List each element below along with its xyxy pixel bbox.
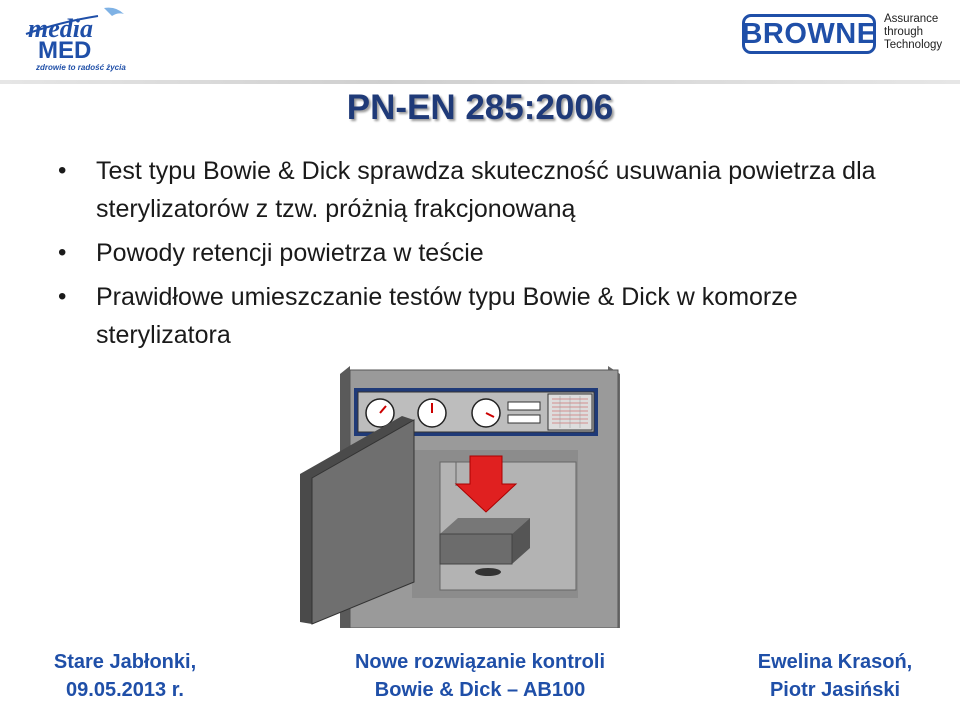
gauge-icon bbox=[418, 399, 446, 427]
browne-logo bbox=[742, 14, 942, 58]
browne-name: BROWNE bbox=[742, 14, 876, 54]
logo-media-text: media bbox=[28, 14, 93, 43]
sterilizer-illustration bbox=[290, 366, 630, 628]
bullet-item: • Powody retencji powietrza w teście bbox=[58, 234, 918, 272]
footer-location-date bbox=[30, 648, 220, 704]
footer-author-1: Ewelina Krasoń, bbox=[757, 651, 913, 673]
browne-tagline bbox=[884, 13, 942, 52]
media-med-logo bbox=[20, 4, 140, 74]
browne-tagline-1: Assurance bbox=[884, 13, 939, 25]
bullet-item: • Prawidłowe umieszczanie testów typu Bowie & Dick w komorze sterylizatora bbox=[58, 278, 918, 354]
gauge-icon bbox=[366, 399, 394, 427]
browne-tagline-3: Technology bbox=[884, 39, 943, 51]
slide-title: PN-EN 285:2006 bbox=[346, 88, 614, 127]
footer-topic bbox=[300, 648, 660, 704]
bullet-list bbox=[58, 152, 918, 360]
footer-location: Stare Jabłonki, bbox=[53, 651, 197, 673]
footer-topic-line2: Bowie & Dick – AB100 bbox=[374, 679, 586, 701]
footer-topic-line1: Nowe rozwiązanie kontroli bbox=[354, 651, 606, 673]
browne-tagline-2: through bbox=[884, 26, 924, 38]
header-divider bbox=[0, 80, 960, 84]
logo-tagline: zdrowie to radość życia bbox=[36, 63, 126, 72]
gauge-icon bbox=[472, 399, 500, 427]
footer-authors bbox=[730, 648, 940, 704]
logo-med-text: MED bbox=[38, 37, 92, 64]
footer-date: 09.05.2013 r. bbox=[66, 679, 184, 701]
bullet-item: • Test typu Bowie & Dick sprawdza skuteczność usuwania powietrza dla sterylizatorów z tzw. próżnią frakcjonowaną bbox=[58, 152, 918, 228]
footer-author-2: Piotr Jasiński bbox=[769, 679, 901, 701]
